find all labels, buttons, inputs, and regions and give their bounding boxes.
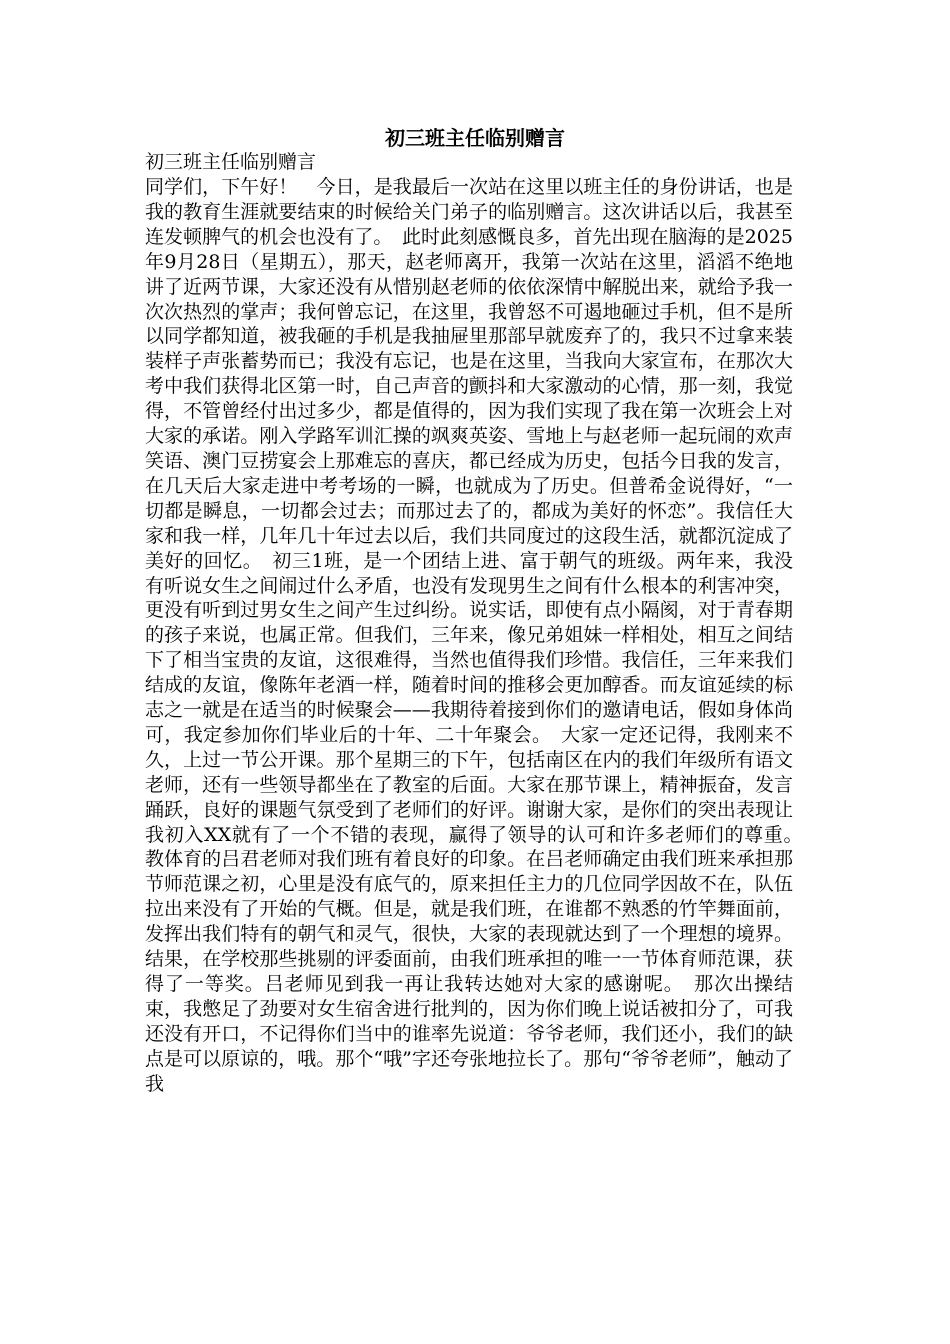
document-body-text: 同学们，下午好！ 今日，是我最后一次站在这里以班主任的身份讲话，也是我的教育生涯就要结束的时候给关门弟子的临别赠言。这次讲话以后，我甚至连发顿脾气的机会也没有了。 此时此刻感慨良多，首先出现在脑海的是2025年9月28日（星期五），那天，赵老师离开，我第一次站在这里，滔滔不绝地讲了近两节课，大家还没有从惜别赵老师的依依深情中解脱出来，就给予我一次次热烈的掌声；我何曾忘记，在这里，我曾怒不可遏地砸过手机，但不是所以同学都知道，被我砸的手机是我抽屉里那部早就废弃了的，我只不过拿来装装样子声张蓄势而已；我没有忘记，也是在这里，当我向大家宣布，在那次大考中我们获得北区第一时，自己声音的颤抖和大家激动的心情，那一刻，我觉得，不管曾经付出过多少，都是值得的，因为我们实现了我在第一次班会上对大家的承诺。刚入学路军训汇操的飒爽英姿、雪地上与赵老师一起玩闹的欢声笑语、澳门豆捞宴会上那难忘的喜庆，都已经成为历史，包括今日我的发言，在几天后大家走进中考考场的一瞬，也就成为了历史。但普希金说得好，“一切都是瞬息，一切都会过去；而那过去了的，都成为美好的怀恋”。我信任大家和我一样，几年几十年过去以后，我们共同度过的这段生活，就都沉淀成了美好的回忆。 初三1班，是一个团结上进、富于朝气的班级。两年来，我没有听说女生之间闹过什么矛盾，也没有发现男生之间有什么根本的利害冲突，更没有听到过男女生之间产生过纠纷。说实话，即使有点小隔阂，对于青春期的孩子来说，也属正常。但我们，三年来，像兄弟姐妹一样相处，相互之间结下了相当宝贵的友谊，这很难得，当然也值得我们珍惜。我信任，三年来我们结成的友谊，像陈年老酒一样，随着时间的推移会更加醇香。而友谊延续的标志之一就是在适当的时候聚会——我期待着接到你们的邀请电话，假如身体尚可，我定参加你们毕业后的十年、二十年聚会。 大家一定还记得，我刚来不久，上过一节公开课。那个星期三的下午，包括南区在内的我们年级所有语文老师，还有一些领导都坐在了教室的后面。大家在那节课上，精神振奋，发言踊跃，良好的课题气氛受到了老师们的好评。谢谢大家，是你们的突出表现让我初入XX就有了一个不错的表现，赢得了领导的认可和许多老师们的尊重。 教体育的吕君老师对我们班有着良好的印象。在吕老师确定由我们班来承担那节师范课之初，心里是没有底气的，原来担任主力的几位同学因故不在，队伍拉出来没有了开始的气概。但是，就是我们班，在谁都不熟悉的竹竿舞面前，发挥出我们特有的朝气和灵气，很快，大家的表现就达到了一个理想的境界。结果，在学校那些挑剔的评委面前，由我们班承担的唯一一节体育师范课，获得了一等奖。吕老师见到我一再让我转达她对大家的感谢呢。 那次出操结束，我憋足了劲要对女生宿舍进行批判的，因为你们晚上说话被扣分了，可我还没有开口，不记得你们当中的谁率先说道：爷爷老师，我们还小，我们的缺点是可以原谅的，哦。那个“哦”字还夸张地拉长了。那句“爷爷老师”，触动了我 — [145, 176, 813, 1095]
document-subtitle: 初三班主任临别赠言 — [145, 151, 317, 173]
document-title: 初三班主任临别赠言 — [385, 126, 565, 150]
